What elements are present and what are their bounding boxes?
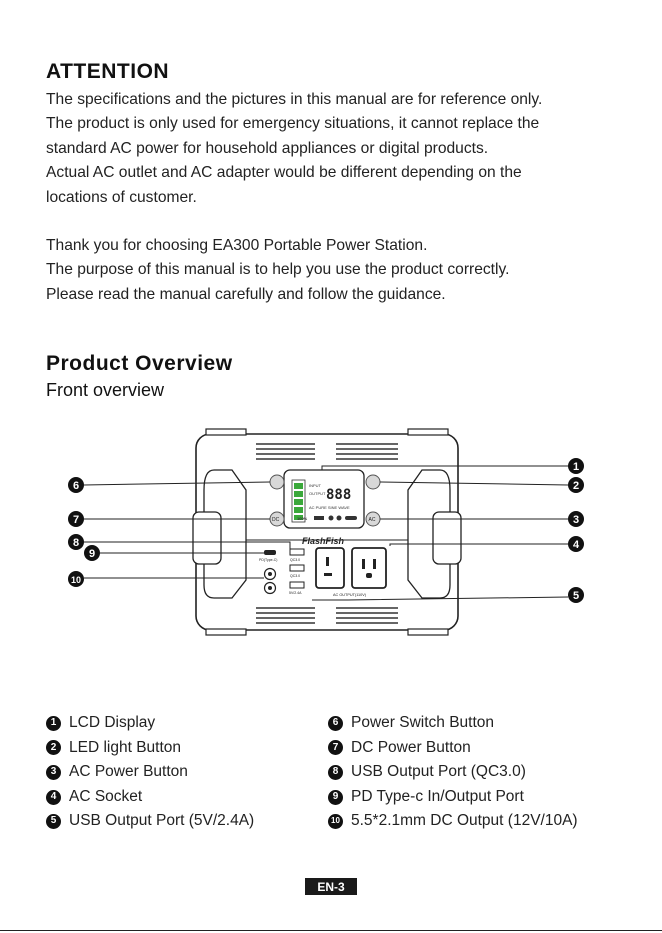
lcd-display bbox=[284, 470, 364, 528]
legend-item bbox=[328, 711, 578, 736]
legend-label: PD Type-c In/Output Port bbox=[351, 787, 524, 805]
legend-number: 5 bbox=[46, 814, 61, 829]
callout-9: 9 bbox=[88, 548, 96, 560]
callout-5: 5 bbox=[572, 590, 580, 602]
lcd-digits: 888 bbox=[326, 487, 352, 503]
qc-port-label-1: QC3.0 bbox=[290, 558, 301, 562]
callout-1: 1 bbox=[572, 461, 580, 473]
ac-button-label: AC bbox=[368, 517, 376, 523]
pd-type-c-port[interactable] bbox=[264, 550, 276, 555]
legend-item bbox=[328, 809, 578, 834]
attention-line: The product is only used for emergency situations, it cannot replace the bbox=[46, 115, 540, 133]
legend-label: AC Socket bbox=[69, 787, 143, 805]
callout-8: 8 bbox=[72, 537, 80, 549]
legend-item bbox=[46, 809, 254, 834]
legend-item bbox=[46, 785, 254, 810]
ac-output-label: AC OUTPUT(110V) bbox=[333, 593, 367, 597]
usb-qc-port-2[interactable] bbox=[290, 565, 304, 571]
usb-qc-port-1[interactable] bbox=[290, 549, 304, 555]
legend-label: AC Power Button bbox=[69, 763, 188, 781]
qc-port-label-2: QC3.0 bbox=[290, 574, 301, 578]
legend-number: 2 bbox=[46, 740, 61, 755]
legend-number: 7 bbox=[328, 740, 343, 755]
usb-5v-label: 5V/2.4A bbox=[289, 591, 302, 595]
callout-2: 2 bbox=[572, 480, 580, 492]
power-station-diagram bbox=[0, 420, 662, 650]
intro-paragraph bbox=[46, 234, 626, 307]
legend-label: USB Output Port (5V/2.4A) bbox=[69, 812, 255, 830]
legend-item bbox=[46, 711, 254, 736]
legend-item bbox=[46, 736, 254, 761]
usb-5v-port[interactable] bbox=[290, 582, 304, 588]
attention-line: locations of customer. bbox=[46, 188, 197, 206]
legend-item bbox=[46, 760, 254, 785]
legend-item bbox=[328, 736, 578, 761]
legend-label: 5.5*2.1mm DC Output (12V/10A) bbox=[351, 812, 578, 830]
ac-socket-2[interactable] bbox=[352, 548, 386, 588]
legend-item bbox=[328, 785, 578, 810]
legend-number: 9 bbox=[328, 790, 343, 805]
brand-logo: FlashFish bbox=[302, 536, 345, 546]
overview-subheading: Front overview bbox=[46, 380, 165, 400]
legend-number: 4 bbox=[46, 790, 61, 805]
attention-line: standard AC power for household appliances or digital products. bbox=[46, 139, 489, 157]
callout-10: 10 bbox=[70, 575, 82, 585]
attention-line: Actual AC outlet and AC adapter would be different depending on the bbox=[46, 164, 522, 182]
legend-item bbox=[328, 760, 578, 785]
lcd-percent: 100% bbox=[297, 516, 308, 521]
legend-left bbox=[46, 711, 254, 834]
power-switch-button[interactable] bbox=[270, 475, 284, 489]
attention-heading: ATTENTION bbox=[46, 60, 170, 83]
intro-line: Please read the manual carefully and follow the guidance. bbox=[46, 285, 446, 303]
callout-3: 3 bbox=[572, 514, 580, 526]
legend-label: USB Output Port (QC3.0) bbox=[351, 763, 526, 781]
legend-label: DC Power Button bbox=[351, 738, 471, 756]
intro-line: Thank you for choosing EA300 Portable Power Station. bbox=[46, 237, 428, 254]
legend-number: 1 bbox=[46, 716, 61, 731]
led-light-button[interactable] bbox=[366, 475, 380, 489]
callout-6: 6 bbox=[72, 480, 80, 492]
callout-7: 7 bbox=[72, 514, 80, 526]
footer-rule bbox=[0, 930, 662, 931]
intro-line: The purpose of this manual is to help you use the product correctly. bbox=[46, 261, 510, 279]
page-number-badge: EN-3 bbox=[305, 878, 357, 895]
legend-number: 10 bbox=[328, 814, 343, 829]
legend-number: 6 bbox=[328, 716, 343, 731]
attention-line: The specifications and the pictures in this manual are for reference only. bbox=[46, 91, 543, 108]
device-body bbox=[193, 429, 461, 635]
lcd-input-label: INPUT bbox=[309, 483, 321, 488]
lcd-ac-line: AC PURE SINE WAVE bbox=[309, 505, 350, 510]
legend-label: LCD Display bbox=[69, 714, 156, 731]
overview-heading: Product Overview bbox=[46, 352, 233, 375]
legend-number: 3 bbox=[46, 765, 61, 780]
legend-label: Power Switch Button bbox=[351, 714, 495, 731]
pd-port-label: PD(Type-C) bbox=[259, 558, 278, 562]
legend-label: LED light Button bbox=[69, 738, 182, 756]
ac-socket-1[interactable] bbox=[316, 548, 344, 588]
dc-button-label: DC bbox=[272, 517, 280, 523]
legend-number: 8 bbox=[328, 765, 343, 780]
attention-paragraph bbox=[46, 88, 626, 210]
callout-4: 4 bbox=[572, 539, 580, 551]
lcd-output-label: OUTPUT bbox=[309, 491, 326, 496]
legend-right bbox=[328, 711, 578, 834]
